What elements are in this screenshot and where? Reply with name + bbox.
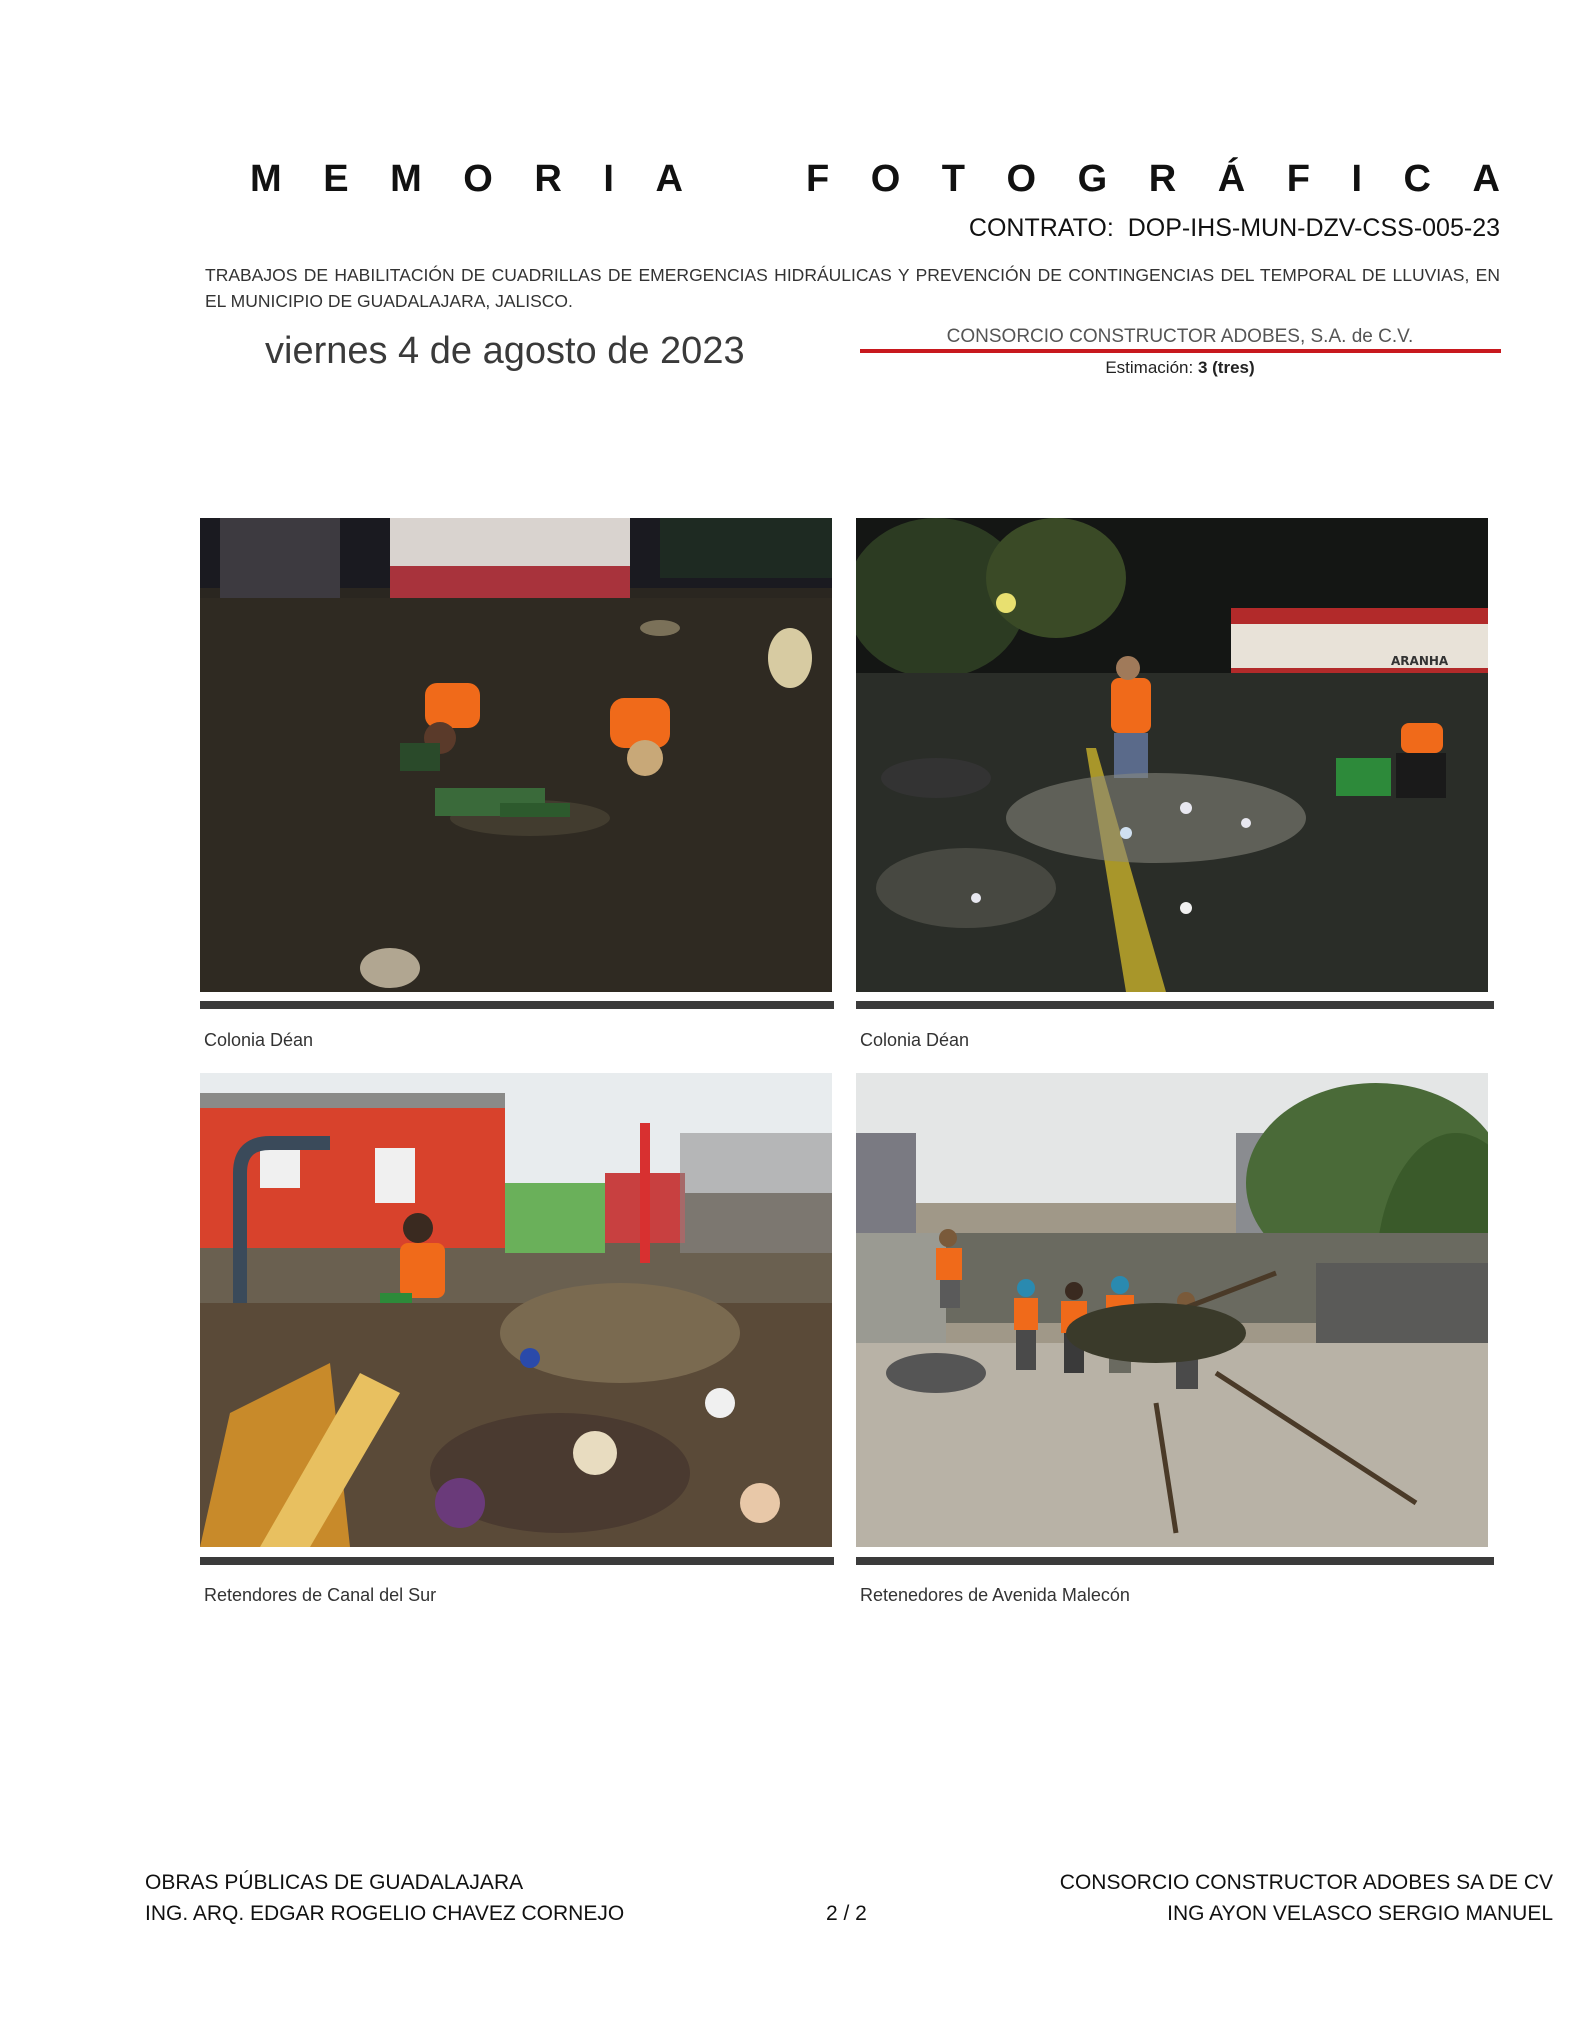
title-letter: A (655, 158, 683, 200)
title-letter: M (250, 158, 282, 200)
sign-text: ARANHA (1391, 654, 1449, 668)
photo-debris-canal (200, 1073, 832, 1547)
red-divider (860, 349, 1501, 353)
photo-clearing-branches (856, 1073, 1488, 1547)
page-number: 2 / 2 (826, 1902, 867, 1925)
company-name: CONSORCIO CONSTRUCTOR ADOBES, S.A. de C.V. (946, 326, 1414, 347)
footer-right (1060, 1867, 1553, 1929)
footer-left (145, 1867, 624, 1929)
footer-right-line: ING AYON VELASCO SERGIO MANUEL (1167, 1902, 1553, 1925)
document-title (250, 158, 1500, 201)
title-letter: I (603, 158, 614, 200)
title-letter: O (1006, 158, 1037, 200)
title-letter: I (1351, 158, 1363, 200)
title-letter: O (463, 158, 493, 200)
photo-flooded-avenue (856, 518, 1488, 992)
footer-left-line: OBRAS PÚBLICAS DE GUADALAJARA (145, 1871, 524, 1894)
title-letter: F (1286, 158, 1310, 200)
photo-flooded-street (200, 518, 832, 992)
contract-number (969, 214, 1500, 243)
title-letter: E (323, 158, 349, 200)
contract-label: CONTRATO: (968, 214, 1114, 242)
title-letter: A (1472, 158, 1500, 200)
works-description: TRABAJOS DE HABILITACIÓN DE CUADRILLAS DE EMERGENCIAS HIDRÁULICAS Y PREVENCIÓN DE CONTINGENCIAS DEL TEMPORAL DE LLUVIAS, EN EL MUNICIPIO DE GUADALAJARA, JALISCO. (205, 265, 1500, 311)
title-letter: M (390, 158, 422, 200)
report-date: viernes 4 de agosto de 2023 (265, 330, 745, 372)
title-letter: Á (1217, 158, 1246, 200)
photo-bar (856, 1001, 1494, 1009)
title-letter: R (1148, 158, 1177, 200)
title-letter: R (534, 158, 562, 200)
estimate-label: Estimación: (1105, 358, 1194, 377)
footer-left-line: ING. ARQ. EDGAR ROGELIO CHAVEZ CORNEJO (145, 1902, 625, 1925)
title-letter: C (1403, 158, 1431, 200)
photo-bar (200, 1557, 834, 1565)
title-letter: F (805, 158, 830, 200)
title-letter: O (870, 158, 901, 200)
photo-caption: Retenedores de Avenida Malecón (860, 1585, 1130, 1605)
photo-caption: Colonia Déan (204, 1030, 314, 1050)
footer-right-line: CONSORCIO CONSTRUCTOR ADOBES SA DE CV (1059, 1871, 1553, 1894)
worker-2 (1396, 723, 1446, 798)
photo-caption: Retendores de Canal del Sur (204, 1585, 437, 1605)
estimate-value: 3 (tres) (1197, 358, 1255, 377)
photo-bar (200, 1001, 834, 1009)
photo-bar (856, 1557, 1494, 1565)
title-letter: G (1077, 158, 1108, 200)
photo-caption: Colonia Déan (860, 1030, 970, 1050)
estimate (860, 358, 1500, 378)
title-letter: T (941, 158, 966, 200)
contract-value: DOP-IHS-MUN-DZV-CSS-005-23 (1127, 214, 1500, 242)
